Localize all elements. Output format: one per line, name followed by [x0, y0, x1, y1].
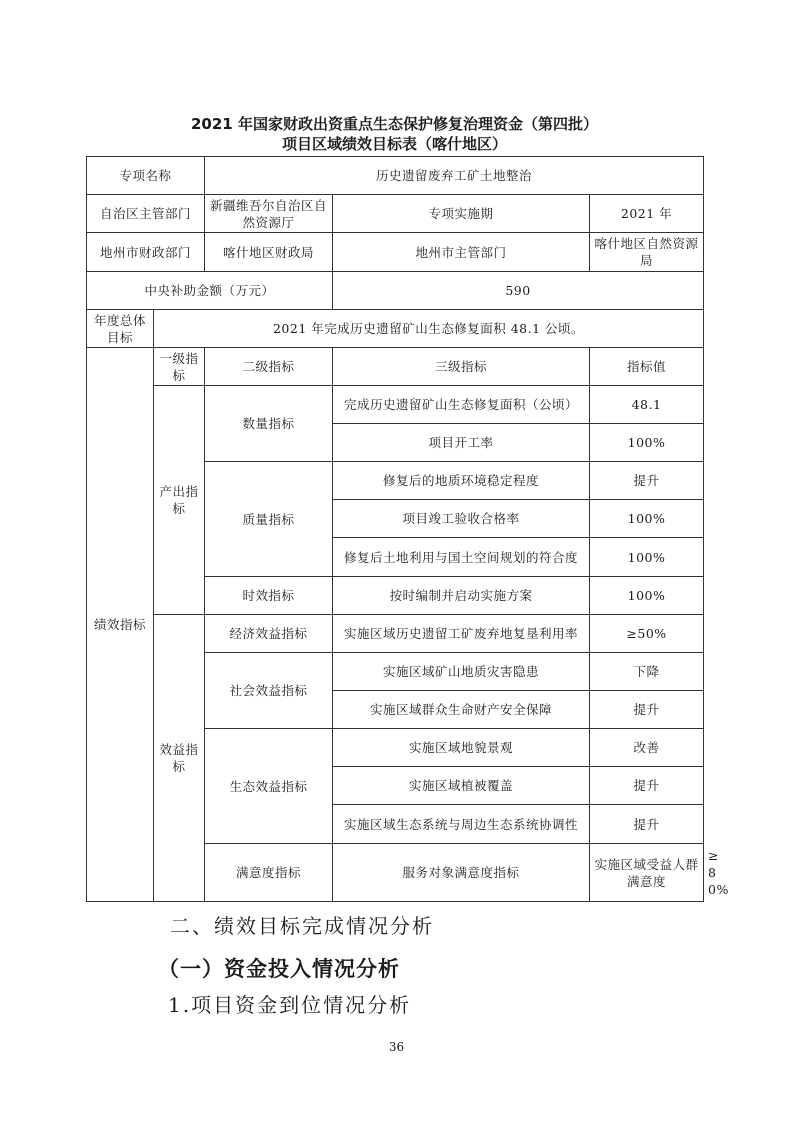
table-row — [87, 157, 704, 195]
indicator-s2: 实施区域群众生命财产安全保障 — [333, 691, 590, 729]
subsidy-value: 590 — [333, 272, 704, 310]
annual-target-value: 2021 年完成历史遗留矿山生态修复面积 48.1 公顷。 — [154, 310, 704, 348]
header-level3: 三级指标 — [333, 348, 590, 386]
indicator-s1-value: 下降 — [590, 653, 704, 691]
indicator-ql3: 修复后土地利用与国土空间规划的符合度 — [333, 538, 590, 577]
quantity-indicator-label: 数量指标 — [205, 386, 333, 462]
table-row — [87, 272, 704, 310]
period-label: 专项实施期 — [333, 195, 590, 233]
pref-dept-value: 喀什地区自然资源局 — [590, 233, 704, 272]
subsection-heading: （一）资金投入情况分析 — [158, 957, 400, 981]
page-number: 36 — [388, 1040, 405, 1054]
subsidy-label: 中央补助金额（万元） — [87, 272, 333, 310]
indicator-e1: 实施区域历史遗留工矿废弃地复垦利用率 — [333, 615, 590, 653]
indicator-g1: 实施区域地貌景观 — [333, 729, 590, 767]
region-dept-value: 新疆维吾尔自治区自然资源厅 — [205, 195, 333, 233]
region-dept-label: 自治区主管部门 — [87, 195, 205, 233]
period-value: 2021 年 — [590, 195, 704, 233]
satisfaction-indicator-label: 满意度指标 — [205, 844, 333, 902]
indicator-s1: 实施区域矿山地质灾害隐患 — [333, 653, 590, 691]
performance-indicator-label: 绩效指标 — [87, 348, 154, 902]
pref-dept-label: 地州市主管部门 — [333, 233, 590, 272]
indicator-t1: 按时编制并启动实施方案 — [333, 577, 590, 615]
table-row — [87, 310, 704, 348]
indicator-ql1: 修复后的地质环境稳定程度 — [333, 462, 590, 500]
indicator-g3-value: 提升 — [590, 805, 704, 844]
indicator-e1-value: ≥50% — [590, 615, 704, 653]
indicator-ql1-value: 提升 — [590, 462, 704, 500]
header-level2: 二级指标 — [205, 348, 333, 386]
social-indicator-label: 社会效益指标 — [205, 653, 333, 729]
eco-indicator-label: 生态效益指标 — [205, 729, 333, 844]
indicator-g3: 实施区域生态系统与周边生态系统协调性 — [333, 805, 590, 844]
sub-subsection-heading: 1.项目资金到位情况分析 — [168, 993, 412, 1017]
indicator-ql2-value: 100% — [590, 500, 704, 538]
annual-target-label: 年度总体目标 — [87, 310, 154, 348]
performance-target-table — [86, 156, 729, 902]
output-indicator-label: 产出指标 — [154, 386, 205, 615]
table-row — [87, 348, 704, 386]
indicator-ql3-value: 100% — [590, 538, 704, 577]
project-name-label: 专项名称 — [87, 157, 205, 195]
project-name-value: 历史遗留废弃工矿土地整治 — [205, 157, 704, 195]
table-row — [87, 386, 704, 424]
indicator-q2: 项目开工率 — [333, 424, 590, 462]
table-row — [87, 233, 704, 272]
table-title-line2: 项目区域绩效目标表（喀什地区） — [281, 135, 507, 153]
indicator-g2-value: 提升 — [590, 767, 704, 805]
indicator-g1-value: 改善 — [590, 729, 704, 767]
timeliness-indicator-label: 时效指标 — [205, 577, 333, 615]
indicator-s2-value: 提升 — [590, 691, 704, 729]
economic-indicator-label: 经济效益指标 — [205, 615, 333, 653]
service-satisfaction-label: 服务对象满意度指标 — [333, 844, 590, 902]
section-heading: 二、绩效目标完成情况分析 — [170, 914, 434, 938]
header-level1: 一级指标 — [154, 348, 205, 386]
indicator-sat1: 实施区域受益人群满意度 — [590, 844, 704, 902]
table-row — [87, 195, 704, 233]
quality-indicator-label: 质量指标 — [205, 462, 333, 577]
indicator-q2-value: 100% — [590, 424, 704, 462]
indicator-g2: 实施区域植被覆盖 — [333, 767, 590, 805]
table-title-line1: 2021 年国家财政出资重点生态保护修复治理资金（第四批） — [191, 115, 598, 133]
pref-finance-label: 地州市财政部门 — [87, 233, 205, 272]
indicator-q1-value: 48.1 — [590, 386, 704, 424]
pref-finance-value: 喀什地区财政局 — [205, 233, 333, 272]
table-row: 满意度指标 服务对象满意度指标 实施区域受益人群满意度 ≥80% — [87, 844, 704, 902]
header-value: 指标值 — [590, 348, 704, 386]
indicator-ql2: 项目竣工验收合格率 — [333, 500, 590, 538]
table-row — [87, 615, 704, 653]
benefit-indicator-label: 效益指标 — [154, 615, 205, 902]
indicator-t1-value: 100% — [590, 577, 704, 615]
indicator-q1: 完成历史遗留矿山生态修复面积（公顷） — [333, 386, 590, 424]
